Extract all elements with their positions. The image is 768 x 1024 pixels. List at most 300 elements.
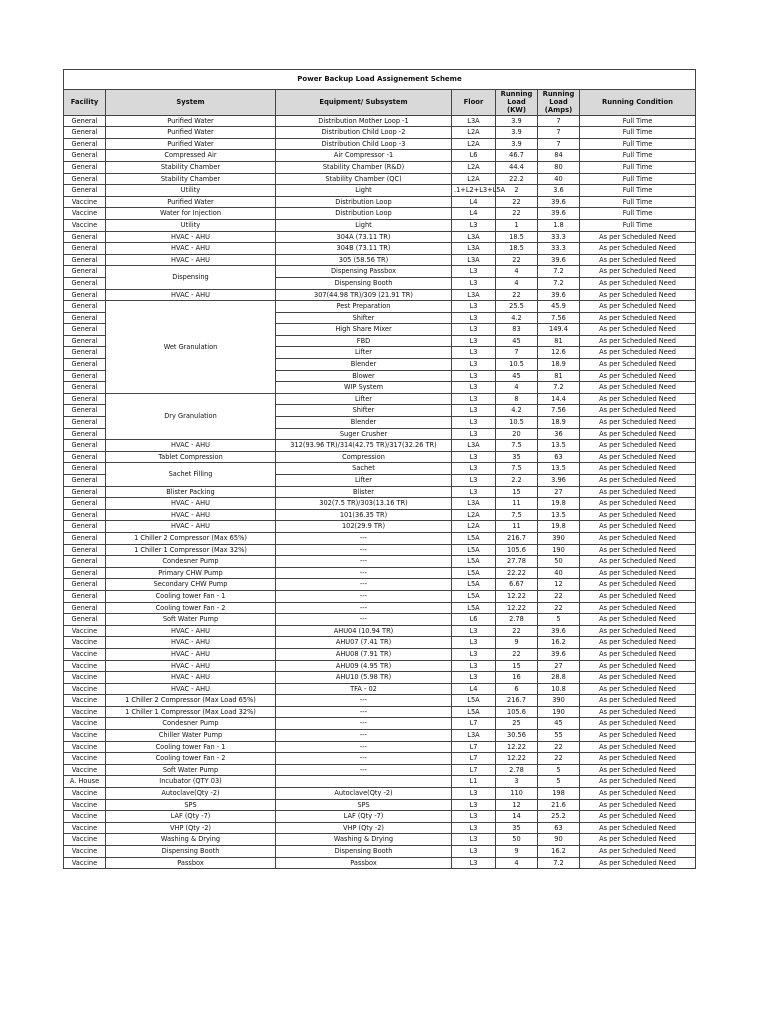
cell-condition: As per Scheduled Need <box>580 498 696 510</box>
cell-load-kw: 105.6 <box>496 706 538 718</box>
cell-condition: As per Scheduled Need <box>580 660 696 672</box>
cell-floor: L4 <box>452 208 496 220</box>
cell-equipment: --- <box>276 695 452 707</box>
cell-load-kw: 30.56 <box>496 730 538 742</box>
cell-system: Blister Packing <box>106 486 276 498</box>
cell-facility: General <box>64 393 106 405</box>
table-row <box>64 150 696 162</box>
cell-system: SPS <box>106 799 276 811</box>
cell-floor: L5A <box>452 556 496 568</box>
table-row <box>64 219 696 231</box>
cell-floor: L3 <box>452 417 496 429</box>
cell-system: Dispensing <box>106 266 276 289</box>
cell-floor: L3A <box>452 115 496 127</box>
cell-floor: L2A <box>452 138 496 150</box>
cell-equipment <box>276 776 452 788</box>
cell-floor: L1 <box>452 776 496 788</box>
cell-load-kw: 35 <box>496 822 538 834</box>
cell-system: 1 Chiller 2 Compressor (Max Load 65%) <box>106 695 276 707</box>
cell-floor: L3 <box>452 324 496 336</box>
cell-equipment: --- <box>276 532 452 544</box>
cell-floor: L2A <box>452 161 496 173</box>
cell-facility: General <box>64 301 106 313</box>
cell-condition: As per Scheduled Need <box>580 764 696 776</box>
cell-equipment: Air Compressor -1 <box>276 150 452 162</box>
cell-facility: General <box>64 579 106 591</box>
cell-floor: L5A <box>452 579 496 591</box>
cell-facility: General <box>64 335 106 347</box>
cell-load-kw: 4.2 <box>496 312 538 324</box>
cell-equipment: Shifter <box>276 405 452 417</box>
cell-equipment: --- <box>276 590 452 602</box>
cell-system: Tablet Compression <box>106 451 276 463</box>
cell-floor: L3A <box>452 254 496 266</box>
cell-load-amps: 390 <box>538 695 580 707</box>
table-row <box>64 706 696 718</box>
cell-condition: Full Time <box>580 208 696 220</box>
cell-condition: As per Scheduled Need <box>580 776 696 788</box>
cell-load-amps: 50 <box>538 556 580 568</box>
cell-floor: L6 <box>452 150 496 162</box>
table-row <box>64 196 696 208</box>
cell-load-amps: 36 <box>538 428 580 440</box>
table-row <box>64 289 696 301</box>
cell-load-amps: 7.56 <box>538 312 580 324</box>
cell-load-amps: 39.6 <box>538 625 580 637</box>
table-row <box>64 695 696 707</box>
cell-system: HVAC - AHU <box>106 648 276 660</box>
cell-load-kw: 4 <box>496 857 538 869</box>
cell-facility: Vaccine <box>64 741 106 753</box>
cell-load-kw: 3 <box>496 776 538 788</box>
table-row <box>64 185 696 197</box>
cell-floor: L3A <box>452 498 496 510</box>
cell-load-amps: 3.6 <box>538 185 580 197</box>
cell-equipment: 102(29.9 TR) <box>276 521 452 533</box>
cell-equipment: Light <box>276 219 452 231</box>
cell-load-kw: 2.78 <box>496 614 538 626</box>
cell-facility: Vaccine <box>64 196 106 208</box>
title-row <box>64 70 696 90</box>
table-row <box>64 532 696 544</box>
cell-floor: L3 <box>452 219 496 231</box>
cell-condition: As per Scheduled Need <box>580 544 696 556</box>
cell-condition: As per Scheduled Need <box>580 463 696 475</box>
cell-condition: As per Scheduled Need <box>580 706 696 718</box>
cell-load-kw: 22 <box>496 196 538 208</box>
cell-condition: As per Scheduled Need <box>580 324 696 336</box>
cell-condition: As per Scheduled Need <box>580 254 696 266</box>
cell-facility: Vaccine <box>64 857 106 869</box>
cell-system: 1 Chiller 1 Compressor (Max 32%) <box>106 544 276 556</box>
cell-floor: L4 <box>452 683 496 695</box>
cell-system: HVAC - AHU <box>106 440 276 452</box>
cell-equipment: Distribution Loop <box>276 208 452 220</box>
cell-load-amps: 390 <box>538 532 580 544</box>
cell-load-amps: 5 <box>538 764 580 776</box>
cell-facility: General <box>64 463 106 475</box>
cell-load-amps: 13.5 <box>538 463 580 475</box>
cell-load-amps: 7 <box>538 138 580 150</box>
cell-system: Cooling tower Fan - 1 <box>106 590 276 602</box>
cell-facility: General <box>64 405 106 417</box>
cell-floor: L5A <box>452 602 496 614</box>
cell-load-amps: 39.6 <box>538 196 580 208</box>
cell-system: Passbox <box>106 857 276 869</box>
cell-load-kw: 7.5 <box>496 440 538 452</box>
cell-equipment: Lifter <box>276 475 452 487</box>
cell-equipment: 101(36.35 TR) <box>276 509 452 521</box>
table-row <box>64 741 696 753</box>
cell-floor: L3 <box>452 405 496 417</box>
table-row <box>64 440 696 452</box>
cell-load-amps: 81 <box>538 370 580 382</box>
cell-equipment: AHU10 (5.98 TR) <box>276 672 452 684</box>
cell-load-amps: 5 <box>538 614 580 626</box>
cell-load-amps: 33.3 <box>538 243 580 255</box>
cell-equipment: AHU09 (4.95 TR) <box>276 660 452 672</box>
cell-load-amps: 39.6 <box>538 289 580 301</box>
cell-load-kw: 18.5 <box>496 231 538 243</box>
table-row <box>64 208 696 220</box>
cell-equipment: Distribution Mother Loop -1 <box>276 115 452 127</box>
cell-load-amps: 45.9 <box>538 301 580 313</box>
cell-floor: L2A <box>452 521 496 533</box>
cell-system: Cooling tower Fan - 2 <box>106 753 276 765</box>
cell-load-amps: 55 <box>538 730 580 742</box>
cell-system: Cooling tower Fan - 2 <box>106 602 276 614</box>
table-row <box>64 590 696 602</box>
cell-load-amps: 7.56 <box>538 405 580 417</box>
cell-floor: L3A <box>452 231 496 243</box>
load-table <box>63 69 696 869</box>
cell-load-amps: 27 <box>538 486 580 498</box>
cell-floor: L3A <box>452 730 496 742</box>
cell-equipment: AHU04 (10.94 TR) <box>276 625 452 637</box>
col-header-condition: Running Condition <box>580 90 696 116</box>
cell-equipment: Distribution Child Loop -2 <box>276 127 452 139</box>
cell-load-kw: 22 <box>496 208 538 220</box>
table-row <box>64 451 696 463</box>
cell-equipment: Blower <box>276 370 452 382</box>
cell-facility: Vaccine <box>64 764 106 776</box>
cell-facility: Vaccine <box>64 683 106 695</box>
table-row <box>64 243 696 255</box>
cell-load-kw: 3.9 <box>496 115 538 127</box>
cell-equipment: --- <box>276 556 452 568</box>
cell-system: VHP (Qty -2) <box>106 822 276 834</box>
cell-facility: General <box>64 440 106 452</box>
cell-system: HVAC - AHU <box>106 625 276 637</box>
cell-system: HVAC - AHU <box>106 243 276 255</box>
cell-facility: General <box>64 475 106 487</box>
cell-condition: As per Scheduled Need <box>580 753 696 765</box>
cell-load-kw: 2.2 <box>496 475 538 487</box>
cell-condition: As per Scheduled Need <box>580 799 696 811</box>
cell-facility: General <box>64 532 106 544</box>
cell-load-kw: 4 <box>496 266 538 278</box>
cell-load-amps: 7 <box>538 115 580 127</box>
table-row <box>64 834 696 846</box>
cell-facility: Vaccine <box>64 219 106 231</box>
cell-condition: Full Time <box>580 161 696 173</box>
cell-condition: As per Scheduled Need <box>580 730 696 742</box>
cell-condition: Full Time <box>580 127 696 139</box>
cell-floor: L3 <box>452 359 496 371</box>
cell-facility: Vaccine <box>64 660 106 672</box>
cell-condition: Full Time <box>580 196 696 208</box>
cell-equipment: Blender <box>276 359 452 371</box>
cell-load-amps: 40 <box>538 173 580 185</box>
table-row <box>64 764 696 776</box>
cell-load-amps: 22 <box>538 741 580 753</box>
table-row <box>64 231 696 243</box>
cell-system: 1 Chiller 2 Compressor (Max 65%) <box>106 532 276 544</box>
cell-load-kw: 20 <box>496 428 538 440</box>
cell-load-kw: 12.22 <box>496 741 538 753</box>
cell-equipment: Dispensing Passbox <box>276 266 452 278</box>
cell-floor: L3 <box>452 382 496 394</box>
cell-load-amps: 7.2 <box>538 266 580 278</box>
cell-equipment: --- <box>276 614 452 626</box>
cell-load-amps: 10.8 <box>538 683 580 695</box>
cell-condition: As per Scheduled Need <box>580 370 696 382</box>
cell-floor: L3 <box>452 486 496 498</box>
cell-facility: General <box>64 614 106 626</box>
cell-floor: .1+L2+L3+L5A <box>452 185 496 197</box>
cell-equipment: Dispensing Booth <box>276 846 452 858</box>
cell-condition: Full Time <box>580 185 696 197</box>
table-row <box>64 660 696 672</box>
cell-equipment: 305 (58.56 TR) <box>276 254 452 266</box>
cell-system: HVAC - AHU <box>106 509 276 521</box>
cell-facility: General <box>64 417 106 429</box>
cell-load-kw: 22.2 <box>496 173 538 185</box>
cell-load-kw: 4 <box>496 277 538 289</box>
cell-load-amps: 39.6 <box>538 648 580 660</box>
table-row <box>64 509 696 521</box>
cell-load-amps: 190 <box>538 544 580 556</box>
cell-equipment: Stability Chamber (QC) <box>276 173 452 185</box>
cell-condition: As per Scheduled Need <box>580 475 696 487</box>
table-row <box>64 486 696 498</box>
cell-load-amps: 13.5 <box>538 509 580 521</box>
cell-condition: As per Scheduled Need <box>580 509 696 521</box>
cell-condition: As per Scheduled Need <box>580 243 696 255</box>
cell-facility: General <box>64 185 106 197</box>
cell-system: Purified Water <box>106 138 276 150</box>
cell-condition: Full Time <box>580 150 696 162</box>
cell-facility: General <box>64 556 106 568</box>
cell-load-kw: 25 <box>496 718 538 730</box>
cell-load-amps: 16.2 <box>538 637 580 649</box>
cell-floor: L3A <box>452 243 496 255</box>
table-row <box>64 730 696 742</box>
cell-load-kw: 22 <box>496 648 538 660</box>
cell-load-kw: 3.9 <box>496 138 538 150</box>
cell-system: LAF (Qty -7) <box>106 811 276 823</box>
cell-condition: As per Scheduled Need <box>580 648 696 660</box>
cell-system: HVAC - AHU <box>106 254 276 266</box>
cell-condition: As per Scheduled Need <box>580 532 696 544</box>
cell-system: Utility <box>106 219 276 231</box>
cell-equipment: AHU07 (7.41 TR) <box>276 637 452 649</box>
cell-condition: As per Scheduled Need <box>580 451 696 463</box>
col-header-system: System <box>106 90 276 116</box>
cell-load-amps: 81 <box>538 335 580 347</box>
col-header-load-amps: Running Load (Amps) <box>538 90 580 116</box>
table-row <box>64 625 696 637</box>
cell-facility: General <box>64 161 106 173</box>
cell-facility: General <box>64 602 106 614</box>
cell-load-amps: 7.2 <box>538 857 580 869</box>
cell-equipment: --- <box>276 753 452 765</box>
cell-equipment: Lifter <box>276 347 452 359</box>
cell-load-amps: 22 <box>538 753 580 765</box>
cell-load-amps: 45 <box>538 718 580 730</box>
cell-condition: As per Scheduled Need <box>580 846 696 858</box>
cell-load-kw: 11 <box>496 498 538 510</box>
cell-system: Chiller Water Pump <box>106 730 276 742</box>
cell-facility: General <box>64 498 106 510</box>
cell-equipment: Compression <box>276 451 452 463</box>
cell-condition: As per Scheduled Need <box>580 440 696 452</box>
cell-floor: L3 <box>452 625 496 637</box>
cell-equipment: WIP System <box>276 382 452 394</box>
cell-condition: As per Scheduled Need <box>580 277 696 289</box>
cell-floor: L7 <box>452 764 496 776</box>
col-header-facility: Facility <box>64 90 106 116</box>
cell-facility: General <box>64 173 106 185</box>
cell-equipment: 307(44.98 TR)/309 (21.91 TR) <box>276 289 452 301</box>
cell-facility: General <box>64 521 106 533</box>
cell-floor: L3 <box>452 393 496 405</box>
cell-facility: General <box>64 150 106 162</box>
cell-floor: L3 <box>452 463 496 475</box>
cell-facility: General <box>64 312 106 324</box>
cell-facility: Vaccine <box>64 625 106 637</box>
cell-condition: As per Scheduled Need <box>580 428 696 440</box>
cell-facility: Vaccine <box>64 730 106 742</box>
cell-load-kw: 18.5 <box>496 243 538 255</box>
cell-load-amps: 190 <box>538 706 580 718</box>
cell-condition: As per Scheduled Need <box>580 695 696 707</box>
cell-condition: As per Scheduled Need <box>580 602 696 614</box>
table-row <box>64 138 696 150</box>
cell-load-amps: 39.6 <box>538 254 580 266</box>
cell-load-kw: 216.7 <box>496 532 538 544</box>
cell-system: Stability Chamber <box>106 173 276 185</box>
cell-load-kw: 6 <box>496 683 538 695</box>
cell-system: 1 Chiller 1 Compressor (Max Load 32%) <box>106 706 276 718</box>
cell-facility: Vaccine <box>64 672 106 684</box>
cell-condition: Full Time <box>580 219 696 231</box>
cell-equipment: Light <box>276 185 452 197</box>
table-row <box>64 788 696 800</box>
cell-condition: As per Scheduled Need <box>580 822 696 834</box>
cell-system: Sachet Filling <box>106 463 276 486</box>
cell-floor: L5A <box>452 567 496 579</box>
cell-system: HVAC - AHU <box>106 660 276 672</box>
cell-load-kw: 110 <box>496 788 538 800</box>
cell-equipment: 302(7.5 TR)/303(13.16 TR) <box>276 498 452 510</box>
cell-condition: Full Time <box>580 138 696 150</box>
cell-load-kw: 14 <box>496 811 538 823</box>
cell-load-amps: 16.2 <box>538 846 580 858</box>
table-row <box>64 811 696 823</box>
cell-floor: L3A <box>452 289 496 301</box>
cell-floor: L3 <box>452 347 496 359</box>
table-row <box>64 173 696 185</box>
cell-facility: Vaccine <box>64 788 106 800</box>
cell-condition: As per Scheduled Need <box>580 301 696 313</box>
cell-facility: General <box>64 590 106 602</box>
cell-floor: L2A <box>452 509 496 521</box>
cell-equipment: FBD <box>276 335 452 347</box>
cell-equipment: --- <box>276 706 452 718</box>
cell-system: Cooling tower Fan - 1 <box>106 741 276 753</box>
cell-equipment: Autoclave(Qty -2) <box>276 788 452 800</box>
cell-floor: L5A <box>452 590 496 602</box>
cell-system: HVAC - AHU <box>106 231 276 243</box>
cell-condition: As per Scheduled Need <box>580 266 696 278</box>
cell-system: Wet Granulation <box>106 301 276 394</box>
table-row <box>64 254 696 266</box>
cell-equipment: --- <box>276 718 452 730</box>
cell-floor: L3 <box>452 648 496 660</box>
cell-condition: As per Scheduled Need <box>580 347 696 359</box>
cell-floor: L3 <box>452 428 496 440</box>
cell-facility: General <box>64 115 106 127</box>
cell-condition: As per Scheduled Need <box>580 556 696 568</box>
cell-facility: General <box>64 382 106 394</box>
header-row <box>64 90 696 116</box>
cell-load-kw: 15 <box>496 660 538 672</box>
cell-equipment: Dispensing Booth <box>276 277 452 289</box>
cell-equipment: Passbox <box>276 857 452 869</box>
cell-floor: L3 <box>452 672 496 684</box>
cell-condition: As per Scheduled Need <box>580 289 696 301</box>
cell-floor: L3 <box>452 475 496 487</box>
cell-system: HVAC - AHU <box>106 683 276 695</box>
cell-facility: Vaccine <box>64 846 106 858</box>
cell-equipment: Blender <box>276 417 452 429</box>
cell-facility: Vaccine <box>64 753 106 765</box>
cell-load-amps: 63 <box>538 822 580 834</box>
cell-load-kw: 105.6 <box>496 544 538 556</box>
cell-floor: L3A <box>452 440 496 452</box>
cell-load-amps: 149.4 <box>538 324 580 336</box>
cell-load-amps: 33.3 <box>538 231 580 243</box>
cell-load-kw: 46.7 <box>496 150 538 162</box>
cell-facility: Vaccine <box>64 822 106 834</box>
cell-equipment: SPS <box>276 799 452 811</box>
cell-load-kw: 10.5 <box>496 359 538 371</box>
cell-system: Dispensing Booth <box>106 846 276 858</box>
cell-condition: As per Scheduled Need <box>580 637 696 649</box>
cell-load-amps: 40 <box>538 567 580 579</box>
cell-equipment: Blister <box>276 486 452 498</box>
cell-load-amps: 3.96 <box>538 475 580 487</box>
cell-system: HVAC - AHU <box>106 521 276 533</box>
table-row <box>64 776 696 788</box>
cell-facility: General <box>64 359 106 371</box>
cell-facility: General <box>64 428 106 440</box>
cell-condition: As per Scheduled Need <box>580 857 696 869</box>
cell-facility: Vaccine <box>64 648 106 660</box>
cell-load-amps: 84 <box>538 150 580 162</box>
col-header-load-kw: Running Load (KW) <box>496 90 538 116</box>
